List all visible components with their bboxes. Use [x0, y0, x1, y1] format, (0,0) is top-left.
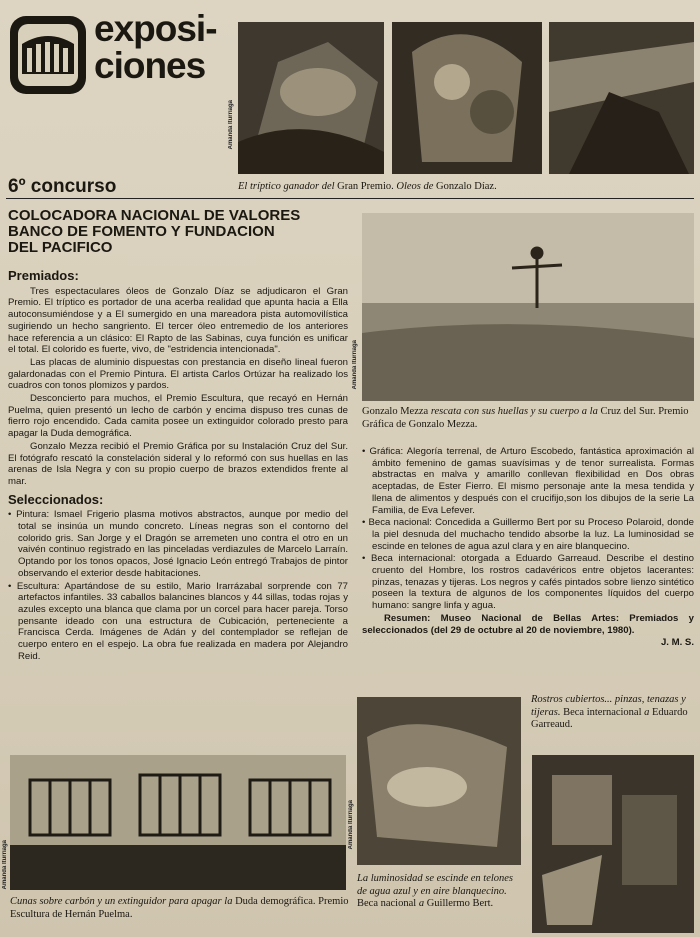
bert-photo: [357, 697, 521, 865]
section-title: [94, 10, 217, 84]
cunas-caption: Cunas sobre carbón y un extinguidor para apagar la Duda demográfica. Premio Escultura de Hernán Puelma.: [10, 896, 349, 920]
garreaud-photo: [532, 755, 694, 933]
cunas-photo: [10, 755, 346, 890]
mezza-photo: [362, 213, 694, 401]
section-title-line1: exposi-: [94, 8, 217, 49]
beca-internacional-bullet: • Beca internacional: otorgada a Eduardo Garreaud. Describe el destino cruento del Hombre, los rostros cadavéricos entre objetos lacerantes: pinzas, tenazas y tijeras. Los negros y cafés pintados sobre lienzo sintético poseen la textura de algunos de los componentes líquidos del cuerpo humano: sangre linfa y agua.: [362, 553, 694, 612]
headline: COLOCADORA NACIONAL DE VALORES BANCO DE FOMENTO Y FUNDACION DEL PACIFICO: [8, 207, 301, 256]
premiados-section: [8, 270, 348, 664]
seleccionados-escultura: • Escultura: Apartándose de su estilo, Mario Irarrázabal sorprende con 77 artefactos infantiles. 33 caballos balancines blancos y 44 sillas, todas rojas y azules excepto una blanca que clama por un corcel para hacer pareja. Torso pensante ideado con una estructura de Cubicación, perteneciente a Francisca Cerda. Imágenes de Adán y del contemplador se reflejan de cuerpo entero en el espejo. La obra fue realizada en madera por Alejandro Reid.: [8, 580, 348, 662]
seleccionados-pintura: • Pintura: Ismael Frigerio plasma motivos abstractos, aunque por medio del total se insinúa un mundo concreto. Líneas negras son el contorno del colorido gris. San Jorge y el Dragón se arremeten uno contra el otro en un vaivén continuo registrado en las pinceladas verdiazules de Marcelo Larraín. Optando por los tonos opacos, José Ignacio León entregó Trabajos de pintor observando el exterior desde habitaciones.: [8, 509, 348, 579]
museum-columns-icon: [8, 14, 88, 96]
bert-caption: La luminosidad se escinde en telones de agua azul y en aire blanquecino. Beca nacional a Guillermo Bert.: [357, 873, 514, 909]
triptych-caption: El tríptico ganador del Gran Premio. Oleos de Gonzalo Díaz.: [238, 181, 497, 192]
beca-nacional-bullet: • Beca nacional: Concedida a Guillermo Bert por su Proceso Polaroid, donde la piel desnuda del muchacho tendido absorbe la luz. La luminosidad se escinde en telones de agua azul clara y en aire blanquecino.: [362, 517, 694, 552]
divider: [6, 198, 694, 199]
section-title-line2: ciones: [94, 45, 206, 86]
photo-credit-4: Amanda Iturriaga: [2, 840, 8, 890]
photo-credit-2: Amanda Iturriaga: [352, 340, 358, 390]
grafica-bullet: • Gráfica: Alegoría terrenal, de Arturo Escobedo, fantástica aproximación al ámbito femenino de gamas suavísimas y de tenor surrealista. Formas abstractas en malva y amarillo conllevan flexibilidad en Dos obras aceptadas, de Ester Fierro. El mismo personaje ante la mesa tendida y llena de alimentos y después con el crucifijo,son los dibujos de la serie La Familia, de Eva Lefever.: [362, 446, 694, 516]
section-logo: [8, 14, 88, 96]
premiados-header: Premiados:: [8, 268, 79, 283]
mezza-caption: Gonzalo Mezza rescata con sus huellas y su cuerpo a la Cruz del Sur. Premio Gráfica de Gonzalo Mezza.: [362, 406, 689, 430]
garreaud-caption: Rostros cubiertos... pinzas, tenazas y tijeras. Beca internacional a Eduardo Garreaud.: [531, 694, 688, 730]
premiados-p2: Las placas de aluminio dispuestas con prestancia en diseño lineal fueron galardonadas con el Premio Pintura. El artista Carlos Ortúzar ha realizado los cuadros con tonos plomizos y pardos.: [8, 356, 348, 392]
premiados-p1: Tres espectaculares óleos de Gonzalo Díaz se adjudicaron el Gran Premio. El tríptico es portador de una acerba realidad que apunta hacia a Ella autoconsumiéndose y a El sumergido en una mareadora pista automovilística sugiriendo un hecho sangriento. El tercer óleo entremedio de los anteriores hace referencia a un clásico: El Rapto de las Sabinas, cuya función es unificar el total. El colorido es fuerte, vivo, de "estridencia intencionada".: [8, 285, 348, 356]
triptych-photo-left: [238, 22, 384, 174]
contest-label: 6º concurso: [8, 176, 117, 197]
premiados-p3: Desconcierto para muchos, el Premio Escultura, que recayó en Hernán Puelma, quien presentó un lecho de carbón y encima dispuso tres cunas de fierro rojo encendido. Cada camita posee un extinguidor colorado presto para apagar la Duda demográfica.: [8, 393, 348, 440]
photo-credit: Amanda Iturriaga: [228, 100, 234, 150]
resumen: Resumen: Museo Nacional de Bellas Artes: Premiados y seleccionados (del 29 de octubre al 20 de noviembre, 1980).: [362, 612, 694, 636]
photo-credit-3: Amanda Iturriaga: [348, 800, 354, 850]
premiados-p4: Gonzalo Mezza recibió el Premio Gráfica por su Instalación Cruz del Sur. El fotógrafo rescató la constelación sideral y lo reformó con sus huellas en las arenas de Isla Negra y con su propio cuerpo de brazos extendidos frente al mar.: [8, 440, 348, 487]
triptych-photo-right: [549, 22, 694, 174]
right-column: [362, 446, 694, 649]
triptych-photo-center: [392, 22, 542, 174]
seleccionados-header: Seleccionados:: [8, 491, 104, 507]
signature: J. M. S.: [660, 637, 694, 649]
